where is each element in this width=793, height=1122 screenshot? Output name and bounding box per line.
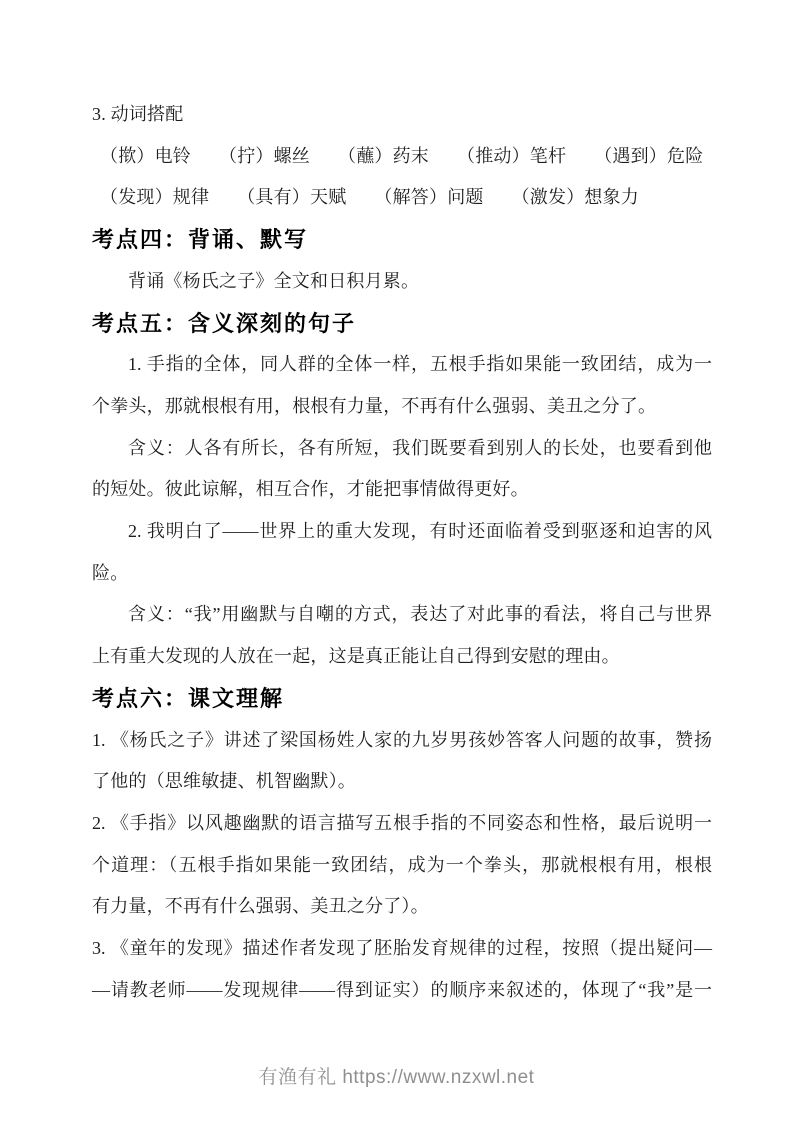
verb-collocation-pair: （拧）螺丝 <box>219 145 310 166</box>
verb-collocation-pair: （蘸）药末 <box>338 145 429 166</box>
section-heading: 考点四：背诵、默写 <box>92 227 309 253</box>
body-line: 1. 手指的全体，同人群的全体一样，五根手指如果能一致团结，成为一 <box>128 354 712 375</box>
watermark-url: https://www.nzxwl.net <box>342 1067 535 1088</box>
body-line: 3. 动词搭配 <box>92 104 184 124</box>
body-line: 含义：人各有所长，各有所短，我们既要看到别人的长处，也要看到他 <box>128 437 712 458</box>
verb-collocation-pair: （发现）规律 <box>100 187 210 208</box>
body-line: —请教老师——发现规律——得到证实）的顺序来叙述的，体现了“我”是一 <box>92 979 712 1000</box>
body-line: 3. 《童年的发现》描述作者发现了胚胎发育规律的过程，按照（提出疑问— <box>92 938 712 959</box>
body-line: 了他的（思维敏捷、机智幽默）。 <box>92 771 356 792</box>
body-line: 1. 《杨氏之子》讲述了梁国杨姓人家的九岁男孩妙答客人问题的故事，赞扬 <box>92 729 712 750</box>
body-line: 2. 我明白了——世界上的重大发现，有时还面临着受到驱逐和迫害的风 <box>128 521 712 542</box>
body-line: 含义：“我”用幽默与自嘲的方式，表达了对此事的看法，将自己与世界 <box>128 604 712 625</box>
watermark <box>0 1062 793 1089</box>
body-line: 2. 《手指》以风趣幽默的语言描写五根手指的不同姿态和性格，最后说明一 <box>92 812 712 833</box>
body-line: 有力量，不再有什么强弱、美丑之分了）。 <box>92 896 429 917</box>
verb-collocation-pair: （具有）天赋 <box>237 187 347 208</box>
verb-collocation-pair: （遇到）危险 <box>594 145 704 166</box>
verb-collocation-pair: （激发）想象力 <box>511 187 640 208</box>
body-line: 个拳头，那就根根有用，根根有力量，不再有什么强弱、美丑之分了。 <box>92 395 657 416</box>
verb-collocation-row <box>92 177 712 219</box>
verb-collocation-pair: （解答）问题 <box>374 187 484 208</box>
body-line: 的短处。彼此谅解，相互合作，才能把事情做得更好。 <box>92 479 529 500</box>
body-line: 上有重大发现的人放在一起，这是真正能让自己得到安慰的理由。 <box>92 646 620 667</box>
verb-collocation-row <box>92 136 712 178</box>
body-line: 个道理：（五根手指如果能一致团结，成为一个拳头，那就根根有用，根根 <box>92 854 712 875</box>
document-body <box>92 94 712 1011</box>
body-line: 背诵《杨氏之子》全文和日积月累。 <box>128 270 420 291</box>
verb-collocation-pair: （揿）电铃 <box>100 145 191 166</box>
section-heading: 考点五：含义深刻的句子 <box>92 310 357 336</box>
watermark-brand: 有渔有礼 <box>258 1067 337 1088</box>
verb-collocation-pair: （推动）笔杆 <box>457 145 567 166</box>
section-heading: 考点六：课文理解 <box>92 685 285 711</box>
body-line: 险。 <box>92 562 129 583</box>
